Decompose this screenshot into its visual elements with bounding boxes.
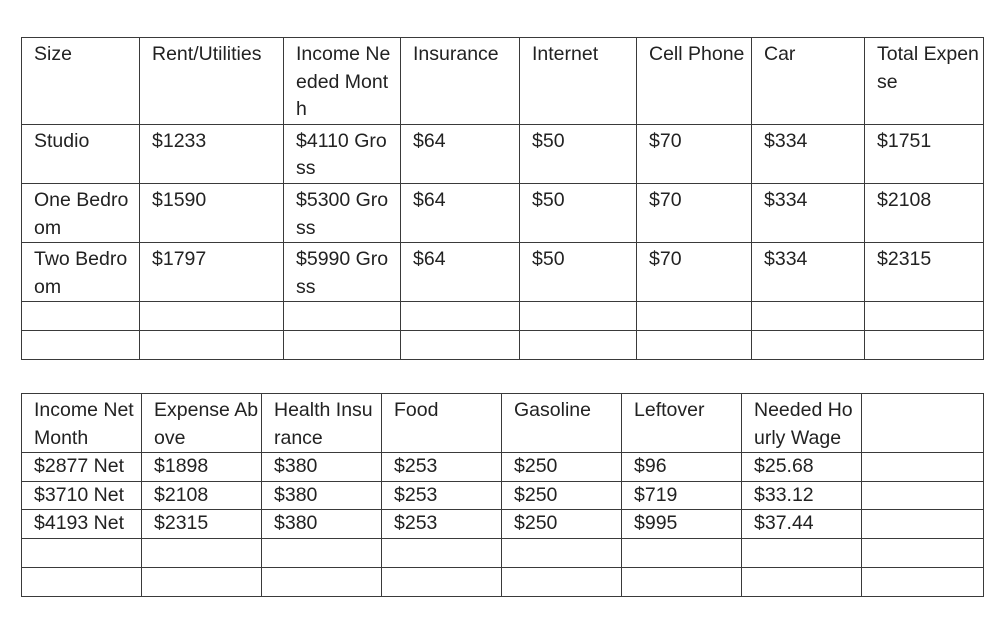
table-cell: $250 [502,510,622,539]
empty-cell [502,567,622,596]
header-cell-needed-hourly-wage: Needed Hourly Wage [742,394,862,453]
table-cell: $3710 Net [22,481,142,510]
empty-row [22,331,984,360]
table-cell: $2108 [865,183,984,242]
table-cell: $253 [382,453,502,482]
empty-cell [22,302,140,331]
empty-cell [862,567,984,596]
empty-cell [140,302,284,331]
empty-cell [520,302,637,331]
table-row [22,243,984,302]
empty-cell [742,538,862,567]
table-cell [862,510,984,539]
table-cell: Studio [22,124,140,183]
empty-cell [742,567,862,596]
header-cell-total-expense: Total Expense [865,38,984,125]
table-cell: $50 [520,243,637,302]
header-cell-cell-phone: Cell Phone [637,38,752,125]
table-cell: $70 [637,183,752,242]
empty-cell [622,538,742,567]
table-cell: $380 [262,510,382,539]
table-cell: $33.12 [742,481,862,510]
table-cell: $64 [401,243,520,302]
empty-cell [284,331,401,360]
empty-cell [862,538,984,567]
table-cell: $25.68 [742,453,862,482]
empty-cell [752,302,865,331]
empty-cell [140,331,284,360]
table-cell: $334 [752,124,865,183]
empty-cell [401,302,520,331]
empty-cell [752,331,865,360]
header-cell-insurance: Insurance [401,38,520,125]
table-cell: $380 [262,453,382,482]
empty-cell [142,567,262,596]
header-cell-size: Size [22,38,140,125]
empty-cell [520,331,637,360]
empty-cell [865,331,984,360]
header-cell-rent-utilities: Rent/Utilities [140,38,284,125]
table-cell: $64 [401,183,520,242]
table-cell: $50 [520,183,637,242]
table-cell: $2315 [865,243,984,302]
empty-cell [22,567,142,596]
header-row [22,394,984,453]
table-row [22,124,984,183]
table-cell: $50 [520,124,637,183]
table-row [22,481,984,510]
table-cell [862,481,984,510]
table-row [22,510,984,539]
empty-cell [401,331,520,360]
table-cell [862,453,984,482]
header-cell-leftover: Leftover [622,394,742,453]
empty-cell [865,302,984,331]
table-cell: $37.44 [742,510,862,539]
empty-row [22,538,984,567]
table-row [22,453,984,482]
table-cell: $995 [622,510,742,539]
header-cell-empty [862,394,984,453]
header-cell-income-net: Income Net Month [22,394,142,453]
empty-cell [622,567,742,596]
table-cell: $1233 [140,124,284,183]
empty-row [22,567,984,596]
empty-cell [262,538,382,567]
header-cell-health-insurance: Health Insurance [262,394,382,453]
table-cell: $719 [622,481,742,510]
header-cell-internet: Internet [520,38,637,125]
table-cell: $334 [752,243,865,302]
table-cell: $250 [502,453,622,482]
empty-cell [262,567,382,596]
table-cell: $1898 [142,453,262,482]
table-cell: $253 [382,510,502,539]
table-cell: Two Bedroom [22,243,140,302]
empty-cell [142,538,262,567]
table-cell: $2315 [142,510,262,539]
header-row [22,38,984,125]
table-cell: $5300 Gross [284,183,401,242]
table-cell: $380 [262,481,382,510]
table-cell: $1590 [140,183,284,242]
empty-cell [22,538,142,567]
table-cell: $2877 Net [22,453,142,482]
table-cell: $70 [637,243,752,302]
table-cell: $4110 Gross [284,124,401,183]
empty-cell [502,538,622,567]
table-row [22,183,984,242]
table-cell: $4193 Net [22,510,142,539]
table-cell: One Bedroom [22,183,140,242]
empty-cell [284,302,401,331]
table-cell: $1797 [140,243,284,302]
table-cell: $1751 [865,124,984,183]
header-cell-expense-above: Expense Above [142,394,262,453]
table-cell: $334 [752,183,865,242]
empty-cell [637,302,752,331]
table-cell: $96 [622,453,742,482]
empty-row [22,302,984,331]
empty-cell [637,331,752,360]
table-cell: $70 [637,124,752,183]
header-cell-car: Car [752,38,865,125]
header-cell-gasoline: Gasoline [502,394,622,453]
empty-cell [382,567,502,596]
income-budget-table [21,393,984,597]
table-cell: $64 [401,124,520,183]
empty-cell [382,538,502,567]
housing-expense-table [21,37,984,360]
table-cell: $250 [502,481,622,510]
table-cell: $2108 [142,481,262,510]
table-cell: $253 [382,481,502,510]
empty-cell [22,331,140,360]
table-cell: $5990 Gross [284,243,401,302]
header-cell-food: Food [382,394,502,453]
header-cell-income-needed: Income Needed Month [284,38,401,125]
